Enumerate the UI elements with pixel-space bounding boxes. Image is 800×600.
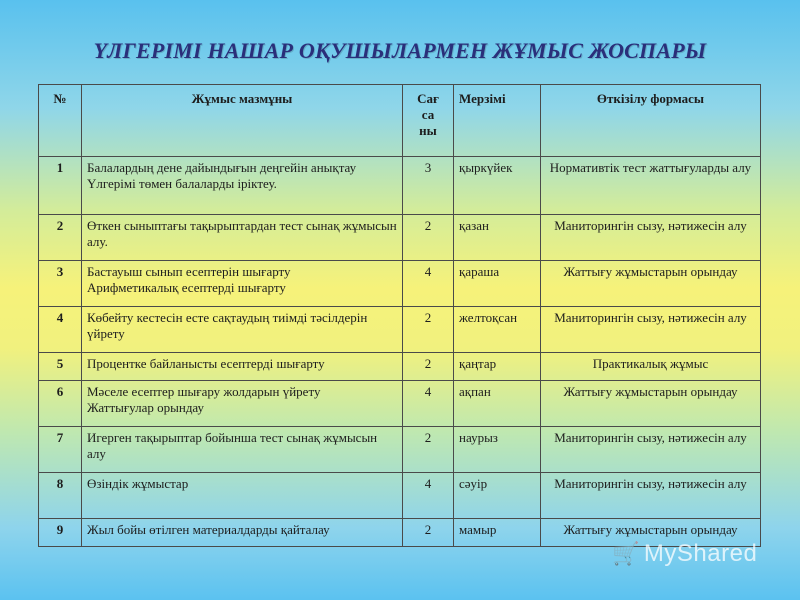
- table-row: [39, 307, 761, 353]
- row-form: Жаттығу жұмыстарын орындау: [541, 519, 761, 547]
- watermark: [612, 540, 757, 568]
- row-hours: 2: [403, 307, 454, 353]
- row-hours: 4: [403, 381, 454, 427]
- row-form: Жаттығу жұмыстарын орындау: [541, 261, 761, 307]
- row-no: 4: [39, 307, 82, 353]
- row-hours: 2: [403, 353, 454, 381]
- row-month: қыркүйек: [454, 157, 541, 215]
- row-month: мамыр: [454, 519, 541, 547]
- header-hours-line2: са: [421, 107, 435, 122]
- row-form: Практикалық жұмыс: [541, 353, 761, 381]
- row-hours: 3: [403, 157, 454, 215]
- row-hours: 4: [403, 261, 454, 307]
- table-row: [39, 261, 761, 307]
- row-content: Игерген тақырыптар бойынша тест сынақ жұмысын алу: [82, 427, 403, 473]
- row-content: Көбейту кестесін есте сақтаудың тиімді тәсілдерін үйрету: [82, 307, 403, 353]
- row-hours: 2: [403, 519, 454, 547]
- header-no: №: [39, 85, 82, 157]
- row-no: 8: [39, 473, 82, 519]
- row-content-line2: Жаттығулар орындау: [87, 400, 205, 415]
- row-content: [82, 261, 403, 307]
- row-no: 2: [39, 215, 82, 261]
- row-hours: 2: [403, 215, 454, 261]
- row-no: 5: [39, 353, 82, 381]
- row-hours: 2: [403, 427, 454, 473]
- row-content: [82, 157, 403, 215]
- row-content: [82, 381, 403, 427]
- table-row: [39, 427, 761, 473]
- row-no: 3: [39, 261, 82, 307]
- row-month: қаңтар: [454, 353, 541, 381]
- row-form: Маниторингін сызу, нәтижесін алу: [541, 215, 761, 261]
- row-form: Нормативтік тест жаттығуларды алу: [541, 157, 761, 215]
- cart-icon: 🛒: [612, 541, 640, 566]
- header-content: Жұмыс мазмұны: [82, 85, 403, 157]
- table-row: [39, 473, 761, 519]
- table-header-row: [39, 85, 761, 157]
- table-row: [39, 215, 761, 261]
- table-row: [39, 381, 761, 427]
- header-form: Өткізілу формасы: [541, 85, 761, 157]
- header-hours-line3: ны: [419, 123, 437, 138]
- row-content: Процентке байланысты есептерді шығарту: [82, 353, 403, 381]
- work-plan-table: [38, 84, 761, 547]
- header-hours: [403, 85, 454, 157]
- row-form: Маниторингін сызу, нәтижесін алу: [541, 307, 761, 353]
- row-form: Маниторингін сызу, нәтижесін алу: [541, 473, 761, 519]
- row-month: қазан: [454, 215, 541, 261]
- row-month: сәуір: [454, 473, 541, 519]
- row-no: 6: [39, 381, 82, 427]
- table-row: [39, 157, 761, 215]
- row-content-line2: Үлгерімі төмен балаларды іріктеу.: [87, 176, 277, 191]
- row-content-line1: Балалардың дене дайындығын деңгейін анықтау: [87, 160, 357, 175]
- header-hours-line1: Сағ: [417, 91, 439, 106]
- watermark-text: MyShared: [643, 540, 758, 567]
- page-title: ҮЛГЕРІМІ НАШАР ОҚУШЫЛАРМЕН ЖҰМЫС ЖОСПАРЫ: [93, 38, 707, 63]
- row-month: ақпан: [454, 381, 541, 427]
- row-month: желтоқсан: [454, 307, 541, 353]
- table-row: [39, 353, 761, 381]
- row-no: 7: [39, 427, 82, 473]
- row-content-line1: Мәселе есептер шығару жолдарын үйрету: [87, 384, 321, 399]
- row-form: Жаттығу жұмыстарын орындау: [541, 381, 761, 427]
- row-form: Маниторингін сызу, нәтижесін алу: [541, 427, 761, 473]
- row-month: наурыз: [454, 427, 541, 473]
- row-content-line2: Арифметикалық есептерді шығарту: [87, 280, 286, 295]
- row-content: Өзіндік жұмыстар: [82, 473, 403, 519]
- row-content: Өткен сыныптағы тақырыптардан тест сынақ жұмысын алу.: [82, 215, 403, 261]
- row-content-line1: Бастауыш сынып есептерін шығарту: [87, 264, 291, 279]
- row-month: қараша: [454, 261, 541, 307]
- row-content: Жыл бойы өтілген материалдарды қайталау: [82, 519, 403, 547]
- row-no: 1: [39, 157, 82, 215]
- header-month: Мерзімі: [454, 85, 541, 157]
- row-hours: 4: [403, 473, 454, 519]
- row-no: 9: [39, 519, 82, 547]
